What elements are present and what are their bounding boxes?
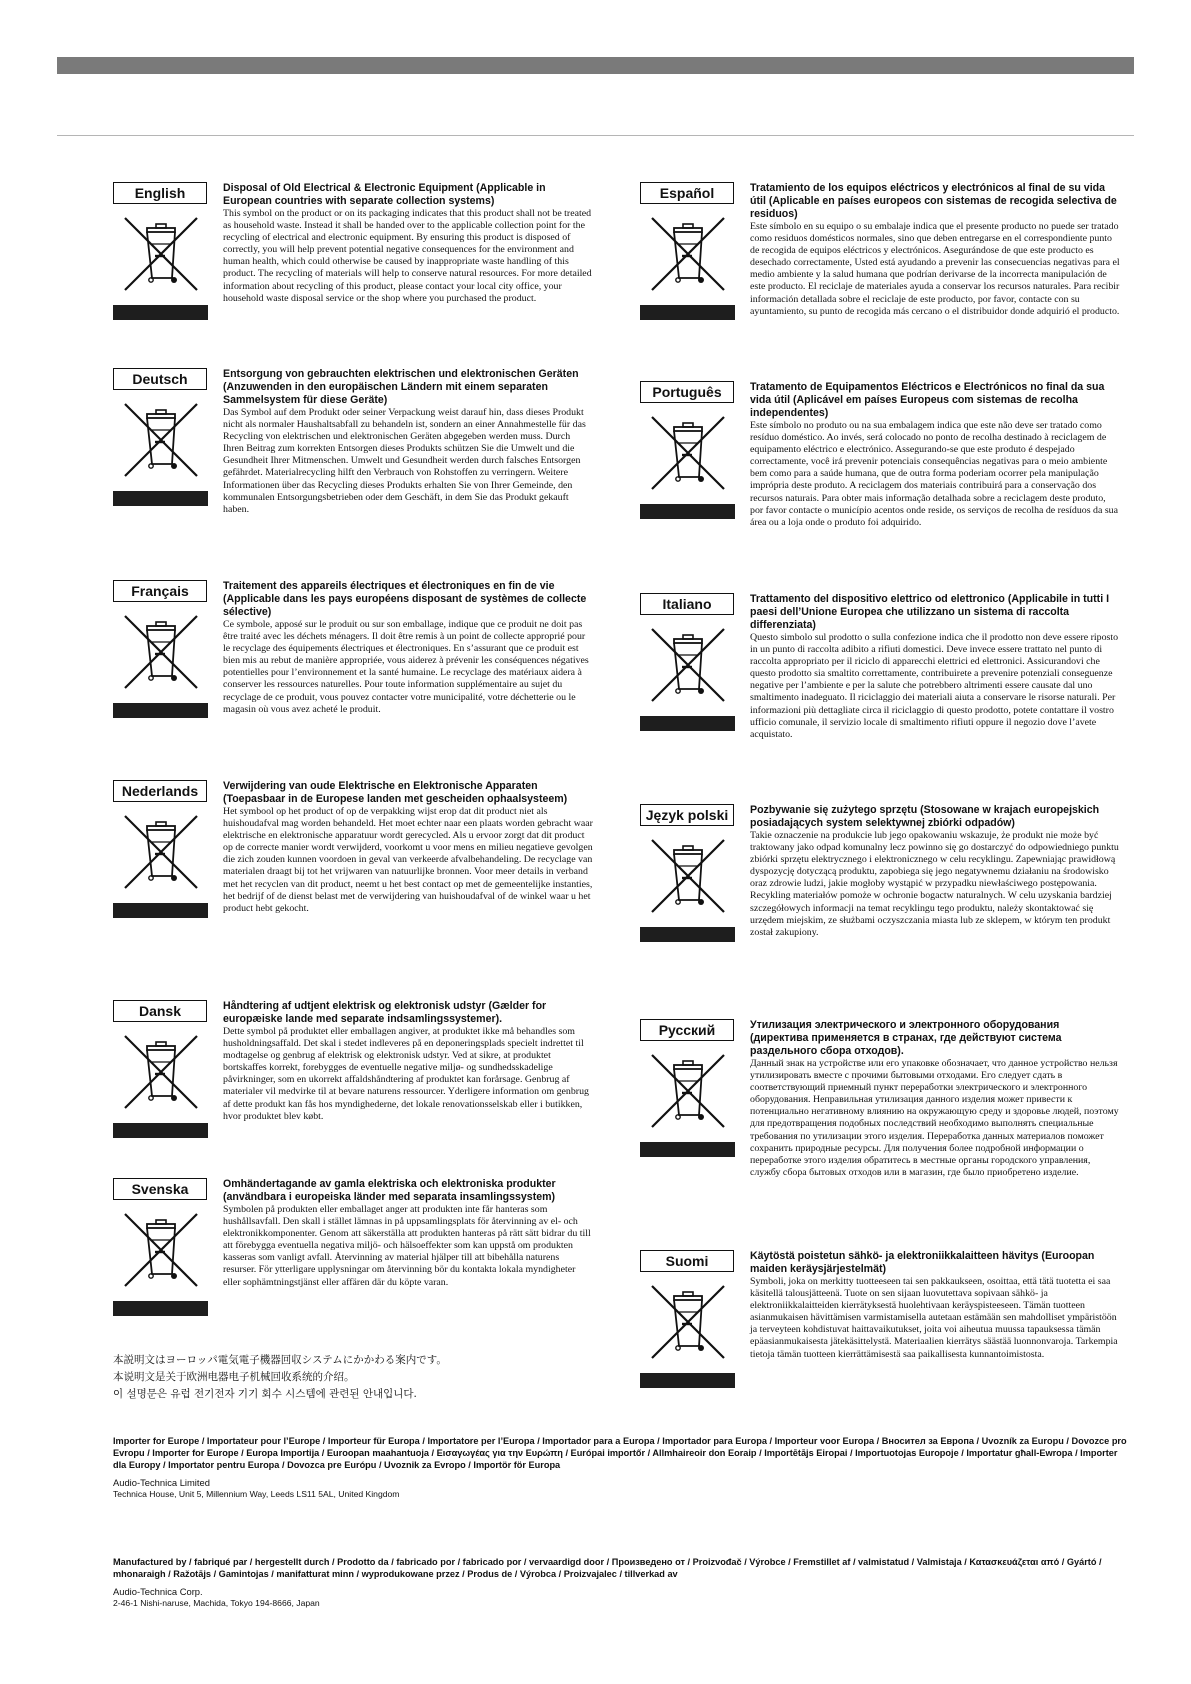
manufacturer-address: 2-46-1 Nishi-naruse, Machida, Tokyo 194-8666, Japan bbox=[113, 1598, 320, 1608]
section-body: Symboli, joka on merkitty tuotteeseen tai sen pakkaukseen, osoittaa, että tätä tuotetta ei saa käsitellä talousjätteenä. Tuote on sen sijaan luovutettava sopivaan sähkö- ja elektroniikkalaitteiden kierrätyksestä huolehtivaan keräyspisteeseen. Tämän tuotteen asianmukaisen hävittämisen varmistamisella autetaan estämään sen mahdolliset ympäristöön ja terveyteen kohdistuvat haittavaikutukset, joita voi aiheutua muussa tapauksessa tämän epäasianmukaisesta jätekäsittelystä. Materiaalien kierrätys säästää luonnonvaroja. Tarkempia tietoja tämän tuotteen kierrättämisestä saa paikallisesta kunnantoimistosta. bbox=[750, 1276, 1118, 1360]
section-title: Verwijdering van oude Elektrische en Elektronische Apparaten (Toepasbaar in de Europese landen met gescheiden ophaalsysteem) bbox=[223, 780, 568, 805]
header-rule bbox=[57, 135, 1134, 136]
language-label: Suomi bbox=[640, 1250, 734, 1272]
black-bar bbox=[113, 491, 208, 506]
section-title: Traitement des appareils électriques et électroniques en fin de vie (Applicable dans les pays européens disposant de systèmes de collecte sélective) bbox=[223, 580, 587, 618]
section-text bbox=[223, 368, 593, 516]
section-text bbox=[750, 593, 1120, 741]
language-label: Deutsch bbox=[113, 368, 207, 390]
manufacturer-heading: Manufactured by / fabriqué par / hergestellt durch / Prodotto da / fabricado por / fabricado por / vervaardigd door / Произведено от / Proizvođač / Výrobce / Fremstillet af / valmistatud / Valmistaja / Κατασκευάζεται από / Gyártó / mhonaraigh / Ražotājs / Gamintojas / manifatturat minn / wyprodukowane przez / Produs de / Výrobca / Proizvajalec / tillverkad av bbox=[113, 1557, 1102, 1579]
section-body: Het symbool op het product of op de verpakking wijst erop dat dit product niet als huishoudafval mag worden behandeld. Het moet echter naar een plaats worden gebracht waar elektrische en elektronische apparatuur wordt gerecycled. Als u ervoor zorgt dat dit product op de correcte manier wordt verwijderd, voorkomt u voor mens en milieu negatieve gevolgen die zich zouden kunnen voordoen in geval van verkeerde afvalbehandeling. De recyclage van materialen draagt bij tot het vrijwaren van natuurlijke bronnen. Voor meer details in verband met het recyclen van dit product, neemt u het best contact op met de gemeentelijke instanties, het bedrijf of de dienst belast met de verwijdering van huishoudafval of de winkel waar u het product hebt gekocht. bbox=[223, 806, 593, 914]
black-bar bbox=[640, 1142, 735, 1157]
section-text bbox=[223, 182, 593, 305]
language-label: Español bbox=[640, 182, 734, 204]
crossed-out-bin-icon bbox=[119, 214, 209, 299]
black-bar bbox=[113, 703, 208, 718]
crossed-out-bin-icon bbox=[119, 612, 209, 697]
section-body: Данный знак на устройстве или его упаковке обозначает, что данное устройство нельзя утилизировать вместе с прочими бытовыми отходами. Его следует сдать в соответствующий приемный пункт переработки электрического и электронного оборудования. Неправильная утилизация данного изделия может привести к потенциально негативному влиянию на окружающую среду и здоровье людей, поэтому для предотвращения подобных последствий необходимо выполнять специальные требования по утилизации этого изделия. Переработка данных материалов поможет сохранить природные ресурсы. Для получения более подробной информации о переработке этого изделия обратитесь в местные органы городского управления, службу сбора бытовых отходов или в магазин, где было приобретено изделие. bbox=[750, 1058, 1119, 1178]
black-bar bbox=[640, 716, 735, 731]
crossed-out-bin-icon bbox=[119, 400, 209, 485]
section-icon-column bbox=[640, 381, 736, 519]
section-icon-column bbox=[640, 182, 736, 320]
section-text bbox=[750, 1250, 1120, 1361]
section-title: Håndtering af udtjent elektrisk og elektronisk udstyr (Gælder for europæiske lande med separate indsamlingssystemer). bbox=[223, 1000, 547, 1025]
importer-block bbox=[113, 1435, 1133, 1500]
section-text bbox=[750, 182, 1120, 318]
section-icon-column bbox=[113, 780, 209, 918]
section-body: Dette symbol på produktet eller emballagen angiver, at produktet ikke må behandles som husholdningsaffald. Det skal i stedet indleveres på en deponeringsplads specielt indrettet til modtagelse og genbrug af elektrisk og elektronisk udstyr. Ved at sikre, at produktet bortskaffes korrekt, forebygges de eventuelle negative miljø- og sundhedsskadelige påvirkninger, som en ukorrekt affaldshåndtering af produktet kan forårsage. Genbrug af materialer vil medvirke til at bevare naturens ressourcer. Yderligere information om genbrug af dette produkt kan fås hos myndighederne, det lokale renovationsselskab eller i butikken, hvor produktet blev købt. bbox=[223, 1026, 589, 1122]
black-bar bbox=[640, 504, 735, 519]
section-body: Questo simbolo sul prodotto o sulla confezione indica che il prodotto non deve essere riposto in un punto di raccolta adibito a rifiuti domestici. Deve invece essere trattato nel punto di raccolta appropriato per il riciclo di apparecchi elettrici ed elettronici. Assicurandovi che questo prodotto sia smaltito correttamente, contribuirete a prevenire potenziali conseguenze negative per l’ambiente e per la salute che potrebbero altrimenti essere causate dal uno smaltimento inadeguato. Il riciclaggio dei materiali aiuta a conservare le risorse naturali. Per informazioni più dettagliate circa il riciclaggio di questo prodotto, potete contattare il vostro ufficio comunale, il servizio locale di smaltimento rifiuti oppure il negozio dove l’avete acquistato. bbox=[750, 632, 1119, 740]
section-icon-column bbox=[113, 182, 209, 320]
crossed-out-bin-icon bbox=[646, 625, 736, 710]
black-bar bbox=[113, 903, 208, 918]
language-label: Français bbox=[113, 580, 207, 602]
section-title: Pozbywanie się zużytego sprzętu (Stosowane w krajach europejskich posiadających system selektywnej zbiórki odpadów) bbox=[750, 804, 1100, 829]
crossed-out-bin-icon bbox=[646, 1051, 736, 1136]
section-body: Das Symbol auf dem Produkt oder seiner Verpackung weist darauf hin, dass dieses Produkt nicht als normaler Haushaltsabfall zu behandeln ist, sondern an einer Annahmestelle für das Recycling von elektrischen und elektronischen Geräten abgegeben werden muss. Durch Ihren Beitrag zum korrekten Entsorgen dieses Produkts schützen Sie die Umwelt und die Gesundheit Ihrer Mitmenschen. Umwelt und Gesundheit werden durch falsches Entsorgen gefährdet. Materialrecycling hilft den Verbrauch von Rohstoffen zu verringern. Weitere Informationen über das Recycling dieses Produkts erhalten Sie von Ihrer Gemeinde, den kommunalen Entsorgungsbetrieben oder dem Geschäft, in dem Sie das Produkt gekauft haben. bbox=[223, 407, 586, 515]
importer-address: Technica House, Unit 5, Millennium Way, Leeds LS11 5AL, United Kingdom bbox=[113, 1489, 400, 1499]
section-title: Omhändertagande av gamla elektriska och elektroniska produkter (användbara i europeiska länder med separata insamlingssystem) bbox=[223, 1178, 556, 1203]
black-bar bbox=[113, 1123, 208, 1138]
section-body: This symbol on the product or on its packaging indicates that this product shall not be treated as household waste. Instead it shall be handed over to the applicable collection point for the recycling of electrical and electronic equipment. By ensuring this product is disposed of correctly, you will help prevent potential negative consequences for the environment and human health, which could otherwise be caused by inappropriate waste handling of this product. The recycling of materials will help to conserve natural resources. For more detailed information about recycling of this product, please contact your local city office, your household waste disposal service or the shop where you purchased the product. bbox=[223, 208, 592, 304]
manufacturer-company: Audio-Technica Corp. bbox=[113, 1586, 203, 1597]
section-icon-column bbox=[113, 368, 209, 506]
language-label: Dansk bbox=[113, 1000, 207, 1022]
section-icon-column bbox=[640, 804, 736, 942]
language-label: Português bbox=[640, 381, 734, 403]
section-text bbox=[223, 580, 593, 716]
section-body: Ce symbole, apposé sur le produit ou sur son emballage, indique que ce produit ne doit pas être traité avec les déchets ménagers. Il doit être remis à un point de collecte approprié pour le recyclage des équipements électriques et électroniques. En s’assurant que ce produit est bien mis au rebut de manière appropriée, vous aiderez à prévenir les conséquences négatives potentielles pour l’environnement et la santé humaine. Le recyclage des matériaux aidera à conserver les ressources naturelles. Pour toute information supplémentaire au sujet du recyclage de ce produit, vous pouvez contacter votre municipalité, votre déchetterie ou le magasin où vous avez acheté le produit. bbox=[223, 619, 589, 715]
crossed-out-bin-icon bbox=[646, 836, 736, 921]
language-label: Svenska bbox=[113, 1178, 207, 1200]
japanese-note: 本説明文はヨーロッパ電気電子機器回収システムにかかわる案内です。 bbox=[113, 1354, 447, 1366]
section-title: Tratamiento de los equipos eléctricos y electrónicos al final de su vida útil (Aplicable en países europeos con sistemas de recogida selectiva de residuos) bbox=[750, 182, 1117, 220]
crossed-out-bin-icon bbox=[119, 1210, 209, 1295]
language-label: English bbox=[113, 182, 207, 204]
language-label: Русский bbox=[640, 1019, 734, 1041]
manufacturer-block bbox=[113, 1556, 1133, 1609]
crossed-out-bin-icon bbox=[646, 413, 736, 498]
section-icon-column bbox=[113, 1178, 209, 1316]
section-text bbox=[750, 381, 1120, 529]
language-label: Nederlands bbox=[113, 780, 207, 802]
section-title: Trattamento del dispositivo elettrico od elettronico (Applicabile in tutti I paesi dell’Unione Europea che utilizzano un sistema di raccolta differenziata) bbox=[750, 593, 1110, 631]
header-bar bbox=[57, 57, 1134, 74]
section-title: Disposal of Old Electrical & Electronic Equipment (Applicable in European countries with separate collection systems) bbox=[223, 182, 546, 207]
section-text bbox=[750, 804, 1120, 939]
section-icon-column bbox=[640, 1019, 736, 1157]
section-text bbox=[223, 1178, 593, 1289]
section-icon-column bbox=[113, 580, 209, 718]
section-body: Este símbolo en su equipo o su embalaje indica que el presente producto no puede ser tratado como residuos domésticos normales, sino que deben entregarse en el correspondiente punto de recogida de equipos eléctricos y electrónicos. Asegurándose de que este producto es desechado correctamente, Usted está ayudando a prevenir las consecuencias negativas para el medio ambiente y la salud humana que podrían derivarse de la incorrecta manipulación de este producto. El reciclaje de materiales ayuda a conservar los recursos naturales. Para recibir información detallada sobre el reciclaje de este producto, por favor, contacte con su ayuntamiento, su punto de recogida más cercano o el distribuidor donde adquirió el producto. bbox=[750, 221, 1120, 317]
crossed-out-bin-icon bbox=[119, 812, 209, 897]
language-label: Italiano bbox=[640, 593, 734, 615]
language-label: Język polski bbox=[640, 804, 734, 826]
black-bar bbox=[640, 927, 735, 942]
asian-notes bbox=[113, 1352, 673, 1403]
black-bar bbox=[640, 305, 735, 320]
section-title: Käytöstä poistetun sähkö- ja elektroniikkalaitteen hävitys (Euroopan maiden keräysjärjestelmät) bbox=[750, 1250, 1095, 1275]
crossed-out-bin-icon bbox=[119, 1032, 209, 1117]
section-text bbox=[223, 780, 593, 915]
section-icon-column bbox=[640, 593, 736, 731]
importer-heading: Importer for Europe / Importateur pour l’Europe / Importeur für Europa / Importatore per l’Europa / Importador para a Europa / Importador para Europa / Importeur voor Europa / Вноситeл за Европа / Uvozník za Europu / Dovozce pro Evropu / Importer for Europe / Europa Importija / Euroopan maahantuoja / Εισαγωγέας για την Ευρώπη / Európai importőr / Allmhaireoir don Eoraip / Importētājs Eiropai / Importuotojas Europoje / Importatur għall-Ewropa / Importer dla Europy / Importator pentru Europa / Dovozca pre Európu / Uvoznik za Evropo / Importör för Europa bbox=[113, 1436, 1127, 1470]
importer-company: Audio-Technica Limited bbox=[113, 1477, 210, 1488]
black-bar bbox=[113, 305, 208, 320]
section-title: Entsorgung von gebrauchten elektrischen und elektronischen Geräten (Anzuwenden in den europäischen Ländern mit einem separaten Sammelsystem für diese Geräte) bbox=[223, 368, 579, 406]
section-title: Утилизация электрического и электронного оборудования (директива применяется в странах, где действуют система раздельного сбора отходов). bbox=[750, 1019, 1062, 1057]
section-title: Tratamento de Equipamentos Eléctricos e Electrónicos no final da sua vida útil (Aplicável em países Europeus com sistemas de recolha independentes) bbox=[750, 381, 1105, 419]
section-body: Symbolen på produkten eller emballaget anger att produkten inte får hanteras som hushållsavfall. Den skall i stället lämnas in på uppsamlingsplats för återvinning av el- och elektronikkomponenter. Genom att säkerställa att produkten hanteras på rätt sätt bidrar du till att förebygga eventuella negativa miljö- och hälsoeffekter som kan uppstå om produkten kasseras som vanligt avfall. Återvinning av material hjälper till att bibehålla naturens resurser. För ytterligare upplysningar om återvinning bör du kontakta lokala myndigheter eller sophämtningstjänst eller affären där du köpte varan. bbox=[223, 1204, 591, 1288]
crossed-out-bin-icon bbox=[646, 214, 736, 299]
chinese-note: 本说明文是关于欧洲电器电子机械回收系统的介绍。 bbox=[113, 1371, 355, 1383]
section-text bbox=[750, 1019, 1120, 1179]
section-body: Takie oznaczenie na produkcie lub jego opakowaniu wskazuje, że produkt nie może być traktowany jako odpad komunalny lecz powinno się go dostarczyć do odpowiedniego punktu zbiórki sprzętu elektrycznego i elektronicznego w celu recyklingu. Zapewniając prawidłową dyspozycję dotyczącą produktu, zapobiega się jego negatywnemu działaniu na środowisko oraz zdrowie ludzi, jakie mogłoby wystąpić w przypadku niewłaściwego postępowania. Recykling materiałów pomoże w ochronie bogactw naturalnych. W celu uzyskania bardziej szczegółowych informacji na temat recyklingu tego produktu, należy skontaktować się urzędem miejskim, ze służbami oczyszczania miasta lub ze sklepem, w którym ten produkt został zakupiony. bbox=[750, 830, 1119, 938]
black-bar bbox=[113, 1301, 208, 1316]
korean-note: 이 설명문은 유럽 전기전자 기기 회수 시스템에 관련된 안내입니다. bbox=[113, 1388, 417, 1400]
section-icon-column bbox=[113, 1000, 209, 1138]
section-body: Este símbolo no produto ou na sua embalagem indica que este não deve ser tratado como resíduo doméstico. Ao invés, será colocado no ponto de recolha destinado à reciclagem de equipamento eléctrico e electrónico. Assegurando-se que este produto é despejado correctamente, você irá prevenir potenciais consequências negativas para o meio ambiente bem como para a saúde humana, que de outra forma poderiam ocorrer pela manipulação imprópria deste produto. A reciclagem dos materiais contribuirá para a conservação dos recursos naturais. Para obter mais informação detalhada sobre a reciclagem deste produto, por favor contacte o município acentos onde reside, os serviços de recolha de resíduos da sua área ou a loja onde o produto foi adquirido. bbox=[750, 420, 1118, 528]
section-text bbox=[223, 1000, 593, 1123]
